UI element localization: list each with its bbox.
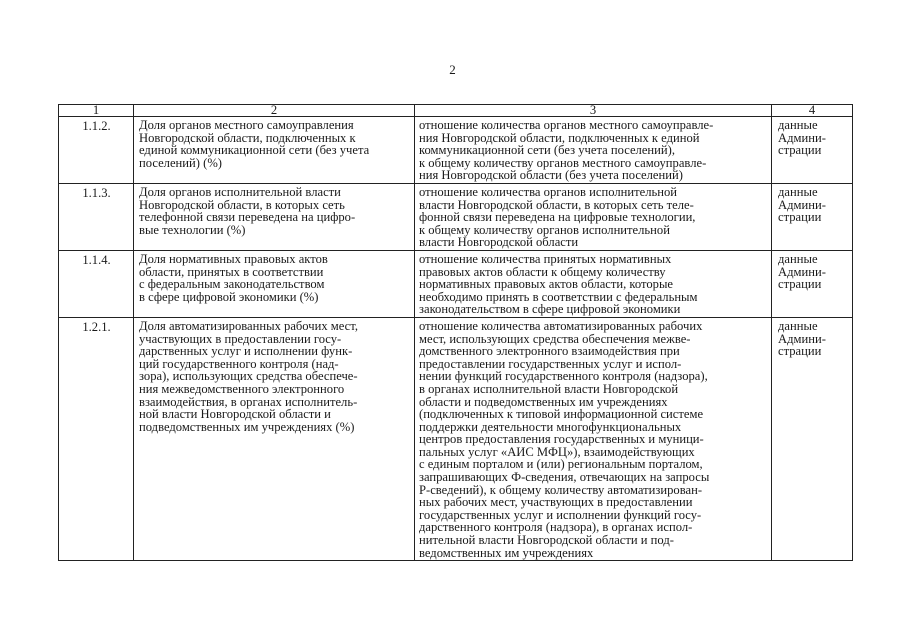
table-row bbox=[59, 184, 853, 251]
row-number: 1.1.4. bbox=[59, 250, 134, 317]
indicators-table bbox=[58, 104, 853, 561]
table-row bbox=[59, 117, 853, 184]
data-source: данные Админи- страции bbox=[772, 250, 853, 317]
data-source: данные Админи- страции bbox=[772, 317, 853, 560]
indicator-name: Доля органов исполнительной власти Новгородской области, в которых сеть телефонной связи переведена на цифро- вые технологии (%) bbox=[134, 184, 415, 251]
indicator-name: Доля органов местного самоуправления Новгородской области, подключенных к единой коммуникационной сети (без учета поселений) (%) bbox=[134, 117, 415, 184]
indicator-name: Доля нормативных правовых актов области, принятых в соответствии с федеральным законодательством в сфере цифровой экономики (%) bbox=[134, 250, 415, 317]
column-header-1: 1 bbox=[59, 105, 134, 117]
calculation-method: отношение количества органов исполнительной власти Новгородской области, в которых сеть теле- фонной связи переведена на цифровые технологии, к общему количеству органов исполнительной власти Новгородской области bbox=[415, 184, 772, 251]
column-header-3: 3 bbox=[415, 105, 772, 117]
calculation-method: отношение количества принятых нормативных правовых актов области к общему количеству нормативных правовых актов области, которые необходимо принять в соответствии с федеральным законодательством в сфере цифровой экономики bbox=[415, 250, 772, 317]
row-number: 1.2.1. bbox=[59, 317, 134, 560]
table-row bbox=[59, 317, 853, 560]
table-header-row bbox=[59, 105, 853, 117]
row-number: 1.1.2. bbox=[59, 117, 134, 184]
calculation-method: отношение количества органов местного самоуправле- ния Новгородской области, подключенных к единой коммуникационной сети (без учета поселений), к общему количеству органов местного самоуправле- ния Новгородской области (без учета поселений) bbox=[415, 117, 772, 184]
table-row bbox=[59, 250, 853, 317]
column-header-2: 2 bbox=[134, 105, 415, 117]
data-source: данные Админи- страции bbox=[772, 117, 853, 184]
indicator-name: Доля автоматизированных рабочих мест, участвующих в предоставлении госу- дарственных услуг и исполнении функ- ций государственного контроля (над- зора), использующих средства обеспече- ния межведомственного электронного взаимодействия, в органах исполнитель- ной власти Новгородской области и подведомственных им учреждениях (%) bbox=[134, 317, 415, 560]
data-source: данные Админи- страции bbox=[772, 184, 853, 251]
row-number: 1.1.3. bbox=[59, 184, 134, 251]
calculation-method: отношение количества автоматизированных рабочих мест, использующих средства обеспечения межве- домственного электронного взаимодействия при предоставлении государственных услуг и испол- нении функций государственного контроля (надзора), в органах исполнительной власти Новгородской области и подведомственных им учреждениях (подключенных к типовой информационной системе поддержки деятельности многофункциональных центров предоставления государственных и муници- пальных услуг «АИС МФЦ»), взаимодействующих с единым порталом и (или) региональным порталом, запрашивающих Ф-сведения, отвечающих на запросы Р-сведений), к общему количеству автоматизирован- ных рабочих мест, участвующих в предоставлении государственных услуг и исполнении функций госу- дарственного контроля (надзора), в органах испол- нительной власти Новгородской области и под- ведомственных им учреждениях bbox=[415, 317, 772, 560]
column-header-4: 4 bbox=[772, 105, 853, 117]
page-number: 2 bbox=[449, 62, 456, 77]
